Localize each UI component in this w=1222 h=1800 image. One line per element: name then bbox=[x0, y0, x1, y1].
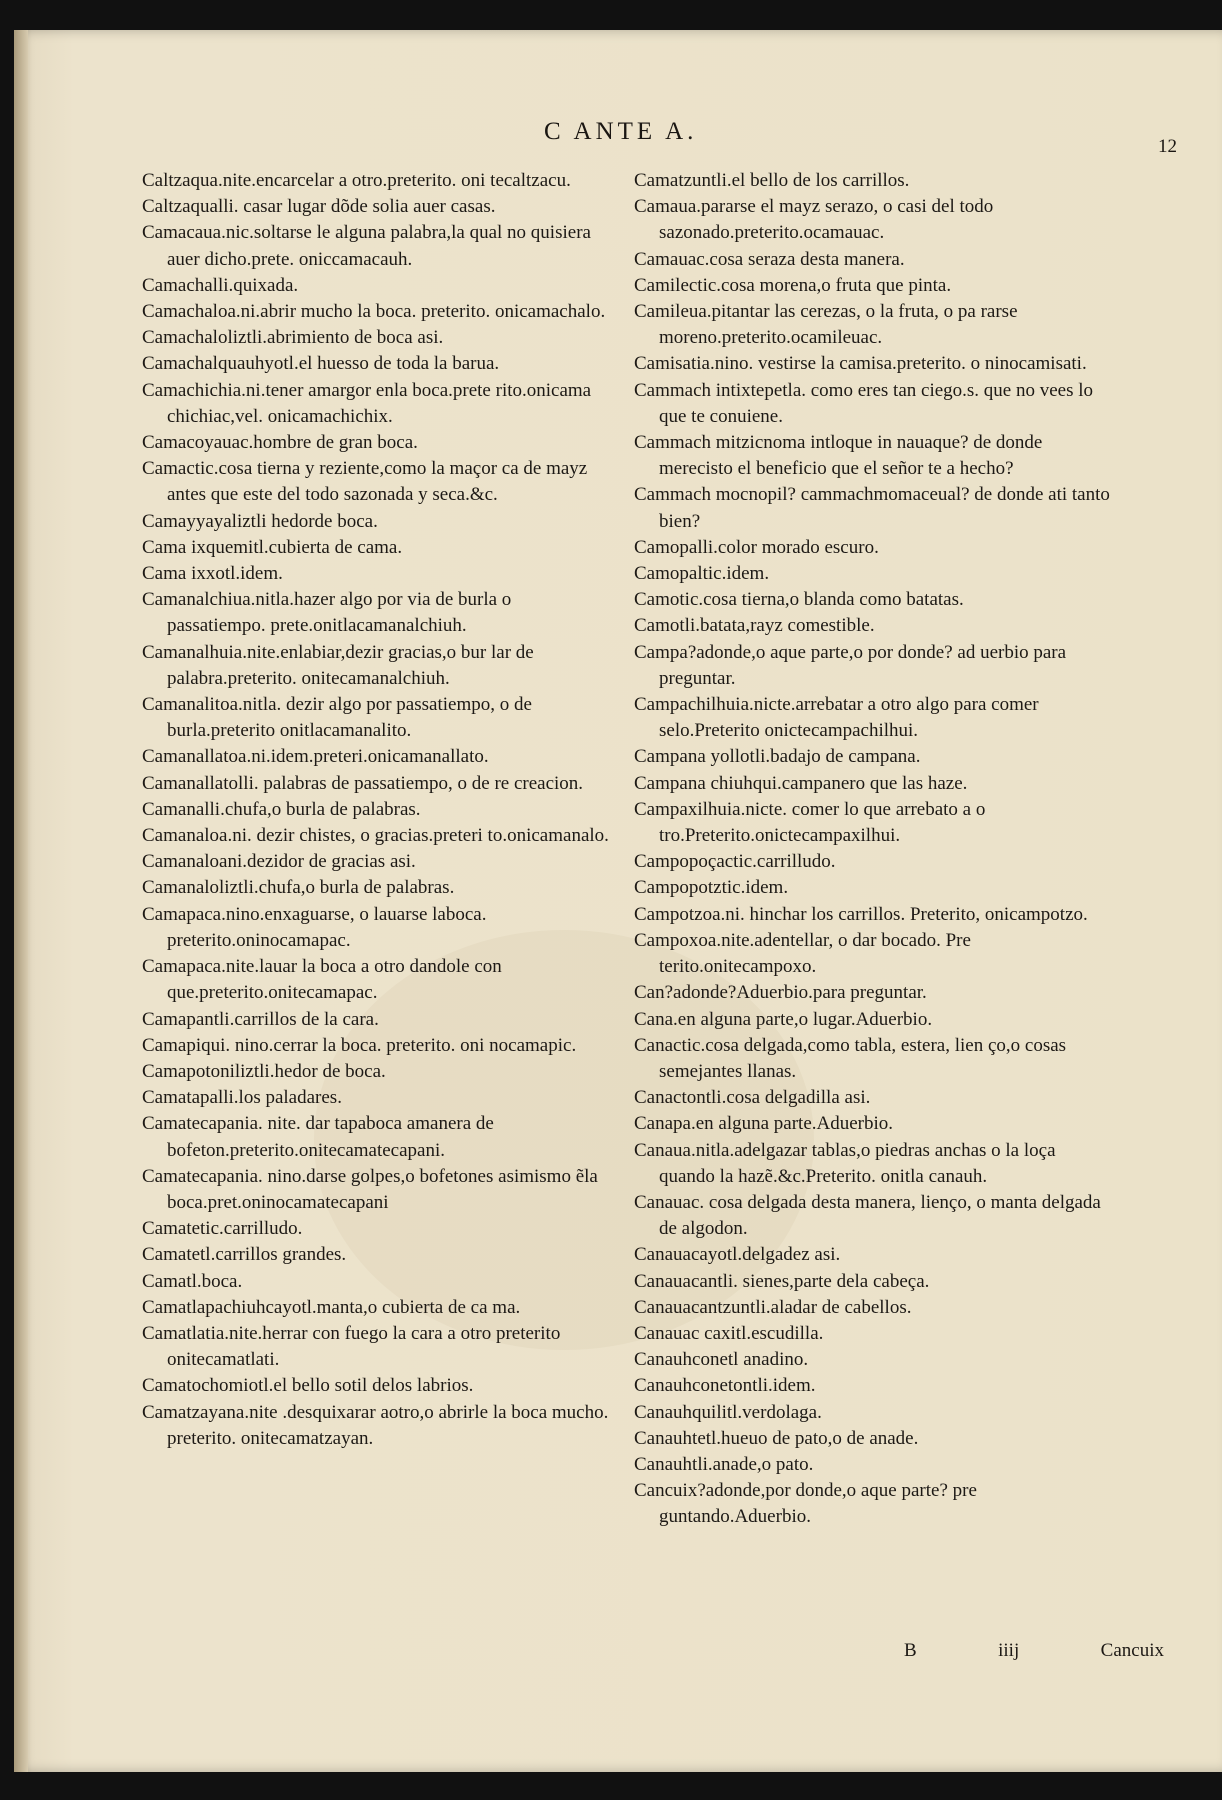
dictionary-entry: Cammach mitzicnoma intloque in nauaque? de donde merecisto el beneficio que el señor te a hecho? bbox=[634, 432, 1043, 480]
dictionary-entry: Camapaca.nite.lauar la boca a otro dandole con que.preterito.onitecamapac. bbox=[142, 956, 502, 1004]
dictionary-entry: Campa?adonde,o aque parte,o por donde? ad uerbio para preguntar. bbox=[634, 641, 1067, 689]
dictionary-entry: Campotzoa.ni. hinchar los carrillos. Preterito, onicampotzo. bbox=[634, 903, 1088, 925]
dictionary-entry: Camanaloliztli.chufa,o burla de palabras. bbox=[142, 877, 455, 899]
dictionary-entry: Camopaltic.idem. bbox=[634, 563, 770, 585]
dictionary-entry: Camanalitoa.nitla. dezir algo por passatiempo, o de burla.preterito onitlacamanalito. bbox=[142, 694, 532, 742]
dictionary-entry: Canactontli.cosa delgadilla asi. bbox=[634, 1087, 871, 1109]
dictionary-entry: Camachalli.quixada. bbox=[142, 274, 299, 296]
dictionary-entry: Campopotztic.idem. bbox=[634, 877, 789, 899]
dictionary-entry: Camapiqui. nino.cerrar la boca. preterito. oni nocamapic. bbox=[142, 1034, 577, 1056]
dictionary-entry: Campoxoa.nite.adentellar, o dar bocado. Pre terito.onitecampoxo. bbox=[634, 929, 971, 978]
dictionary-entry: Camatecapania. nino.darse golpes,o bofetones asimismo ẽla boca.pret.oninocamatecapani bbox=[142, 1165, 598, 1213]
dictionary-entry: Canauhtetl.hueuo de pato,o de anade. bbox=[634, 1427, 919, 1449]
dictionary-entry: Camayyayaliztli hedorde boca. bbox=[142, 510, 378, 532]
dictionary-entry: Cana.en alguna parte,o lugar.Aduerbio. bbox=[634, 1008, 933, 1030]
dictionary-entry: Camanalhuia.nite.enlabiar,dezir gracias,o bur lar de palabra.preterito. onitecamanalchiuh. bbox=[142, 641, 534, 689]
dictionary-entry: Camapaca.nino.enxaguarse, o lauarse laboca. preterito.oninocamapac. bbox=[142, 903, 487, 951]
dictionary-entry: Camopalli.color morado escuro. bbox=[634, 536, 879, 558]
dictionary-entry: Canauacayotl.delgadez asi. bbox=[634, 1244, 841, 1266]
dictionary-entry: Canauac caxitl.escudilla. bbox=[634, 1322, 824, 1344]
dictionary-entry: Camatecapania. nite. dar tapaboca amanera de bofeton.preterito.onitecamatecapani. bbox=[142, 1113, 494, 1161]
folio-number: 12 bbox=[1158, 136, 1177, 157]
left-column bbox=[142, 168, 610, 1452]
dictionary-entry: Camatzayana.nite .desquixarar aotro,o abrirle la boca mucho. preterito. onitecamatzayan. bbox=[142, 1401, 609, 1449]
dictionary-entry: Canauacantzuntli.aladar de cabellos. bbox=[634, 1296, 912, 1318]
dictionary-entry: Cammach mocnopil? cammachmomaceual? de donde ati tanto bien? bbox=[634, 484, 1110, 532]
dictionary-entry: Campaxilhuia.nicte. comer lo que arrebato a o tro.Preterito.onictecampaxilhui. bbox=[634, 798, 986, 847]
dictionary-entry: Camanallatolli. palabras de passatiempo, o de re creacion. bbox=[142, 772, 584, 794]
dictionary-entry: Camanaloani.dezidor de gracias asi. bbox=[142, 851, 416, 873]
dictionary-entry: Camotic.cosa tierna,o blanda como batatas. bbox=[634, 589, 964, 611]
dictionary-entry: Campana chiuhqui.campanero que las haze. bbox=[634, 772, 968, 794]
dictionary-entry: Camatetic.carrilludo. bbox=[142, 1218, 303, 1240]
dictionary-entry: Camacaua.nic.soltarse le alguna palabra,la qual no quisiera auer dicho.prete. oniccamacauh. bbox=[142, 222, 591, 270]
catchword: Cancuix bbox=[1100, 1640, 1164, 1661]
dictionary-entry: Campana yollotli.badajo de campana. bbox=[634, 746, 921, 768]
dictionary-entry: Camapantli.carrillos de la cara. bbox=[142, 1008, 379, 1030]
dictionary-entry: Campachilhuia.nicte.arrebatar a otro algo para comer selo.Preterito onictecampachilhui. bbox=[634, 694, 1039, 742]
dictionary-entry: Camilectic.cosa morena,o fruta que pinta. bbox=[634, 274, 952, 296]
dictionary-entry: Camileua.pitantar las cerezas, o la fruta, o pa rarse moreno.preterito.ocamileuac. bbox=[634, 301, 1018, 349]
dictionary-entry: Camatochomiotl.el bello sotil delos labrios. bbox=[142, 1375, 474, 1397]
right-column bbox=[634, 168, 1112, 1531]
dictionary-entry: Camauac.cosa seraza desta manera. bbox=[634, 248, 905, 270]
dictionary-entry: Can?adonde?Aduerbio.para preguntar. bbox=[634, 982, 927, 1004]
dictionary-entry: Cama ixquemitl.cubierta de cama. bbox=[142, 536, 403, 558]
dictionary-entry: Canauhquilitl.verdolaga. bbox=[634, 1401, 822, 1423]
dictionary-entry: Camactic.cosa tierna y reziente,como la maçor ca de mayz antes que este del todo sazonada y seca.&c. bbox=[142, 458, 588, 506]
dictionary-entry: Camotli.batata,rayz comestible. bbox=[634, 615, 875, 637]
dictionary-entry: Campopoçactic.carrilludo. bbox=[634, 851, 836, 873]
dictionary-entry: Camatzuntli.el bello de los carrillos. bbox=[634, 170, 910, 191]
gutter-edge bbox=[14, 30, 28, 1772]
dictionary-entry: Camanallatoa.ni.idem.preteri.onicamanallato. bbox=[142, 746, 489, 768]
dictionary-entry: Camanaloa.ni. dezir chistes, o gracias.preteri to.onicamanalo. bbox=[142, 825, 609, 847]
dictionary-entry: Camatetl.carrillos grandes. bbox=[142, 1244, 347, 1266]
dictionary-entry: Cammach intixtepetla. como eres tan ciego.s. que no vees lo que te conuiene. bbox=[634, 379, 1094, 427]
dictionary-entry: Canauacantli. sienes,parte dela cabeça. bbox=[634, 1270, 930, 1292]
running-head: C ANTE A. bbox=[544, 118, 698, 145]
signature-number: iiij bbox=[998, 1640, 1020, 1661]
dictionary-entry: Camapotoniliztli.hedor de boca. bbox=[142, 1060, 386, 1082]
dictionary-entry: Canauhconetontli.idem. bbox=[634, 1375, 816, 1397]
dictionary-entry: Caltzaqua.nite.encarcelar a otro.preterito. oni tecaltzacu. bbox=[142, 170, 571, 191]
dictionary-entry: Canactic.cosa delgada,como tabla, estera, lien ço,o cosas semejantes llanas. bbox=[634, 1034, 1067, 1082]
dictionary-entry: Canaua.nitla.adelgazar tablas,o piedras anchas o la loça quando la hazẽ.&c.Preterito. onitla canauh. bbox=[634, 1139, 1056, 1187]
dictionary-entry: Camatlapachiuhcayotl.manta,o cubierta de ca ma. bbox=[142, 1296, 521, 1318]
dictionary-entry: Camanalchiua.nitla.hazer algo por via de burla o passatiempo. prete.onitlacamanalchiuh. bbox=[142, 589, 512, 637]
dictionary-entry: Camatapalli.los paladares. bbox=[142, 1087, 342, 1109]
dictionary-entry: Cama ixxotl.idem. bbox=[142, 563, 283, 585]
dictionary-entry: Camatlatia.nite.herrar con fuego la cara a otro preterito onitecamatlati. bbox=[142, 1322, 561, 1371]
dictionary-entry: Camacoyauac.hombre de gran boca. bbox=[142, 432, 418, 454]
dictionary-entry: Camachichia.ni.tener amargor enla boca.prete rito.onicama chichiac,vel. onicamachichix. bbox=[142, 379, 592, 427]
dictionary-entry: Cancuix?adonde,por donde,o aque parte? pre guntando.Aduerbio. bbox=[634, 1480, 977, 1528]
dictionary-entry: Canauac. cosa delgada desta manera, lienço, o manta delgada de algodon. bbox=[634, 1191, 1101, 1240]
signature-line bbox=[904, 1640, 1164, 1662]
dictionary-entry: Camanalli.chufa,o burla de palabras. bbox=[142, 798, 421, 820]
signature-mark: B bbox=[904, 1640, 917, 1661]
dictionary-entry: Camaua.pararse el mayz serazo, o casi del todo sazonado.preterito.ocamauac. bbox=[634, 196, 994, 244]
book-page bbox=[14, 30, 1222, 1772]
dictionary-entry: Camachalquauhyotl.el huesso de toda la barua. bbox=[142, 353, 500, 375]
dictionary-entry: Canauhconetl anadino. bbox=[634, 1349, 809, 1371]
dictionary-entry: Canauhtli.anade,o pato. bbox=[634, 1453, 814, 1475]
dictionary-entry: Caltzaqualli. casar lugar dõde solia auer casas. bbox=[142, 196, 496, 218]
dictionary-entry: Camisatia.nino. vestirse la camisa.preterito. o ninocamisati. bbox=[634, 353, 1087, 375]
dictionary-entry: Camatl.boca. bbox=[142, 1270, 243, 1292]
dictionary-entry: Camachaloa.ni.abrir mucho la boca. preterito. onicamachalo. bbox=[142, 301, 606, 323]
dictionary-entry: Camachaloliztli.abrimiento de boca asi. bbox=[142, 327, 444, 349]
dictionary-entry: Canapa.en alguna parte.Aduerbio. bbox=[634, 1113, 894, 1135]
